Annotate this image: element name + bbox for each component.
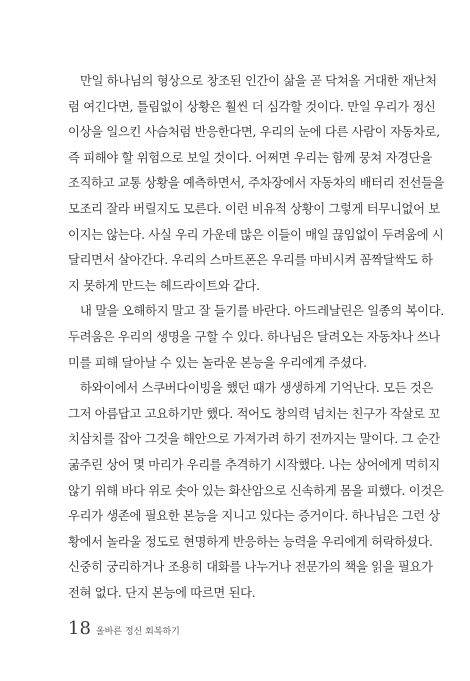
page-number: 18 bbox=[68, 618, 91, 639]
paragraph-3 bbox=[68, 376, 444, 606]
text-line: 이상을 일으킨 사슴처럼 반응한다면, 우리의 눈에 다른 사람이 자동차로, bbox=[68, 125, 440, 140]
text-line: 만일 하나님의 형상으로 창조된 인간이 삶을 곧 닥쳐올 거대한 재난처 bbox=[80, 74, 437, 88]
text-line: 내 말을 오해하지 말고 잘 들기를 바란다. 아드레날린은 일종의 복이다. bbox=[80, 304, 444, 319]
body-text bbox=[68, 69, 445, 606]
text-line: 굶주린 상어 몇 마리가 우리를 추격하기 시작했다. 나는 상어에게 먹히지 bbox=[68, 457, 440, 472]
text-line: 미를 피해 달아날 수 있는 놀라운 본능을 우리에게 주셨다. bbox=[68, 355, 367, 370]
text-line: 않기 위해 바다 위로 솟아 있는 화산암으로 신속하게 몸을 피했다. 이것은 bbox=[68, 483, 444, 498]
page-footer bbox=[68, 618, 180, 639]
text-line: 그저 아름답고 고요하기만 했다. 적어도 창의력 넘치는 친구가 작살로 꼬 bbox=[68, 406, 440, 421]
paragraph-1 bbox=[68, 69, 445, 299]
paragraph-2 bbox=[68, 299, 444, 376]
text-line: 두려움은 우리의 생명을 구할 수 있다. 하나님은 달려오는 자동차나 쓰나 bbox=[68, 329, 440, 344]
text-line: 즉 피해야 할 위험으로 보일 것이다. 어쩌면 우리는 함께 뭉쳐 자경단을 bbox=[68, 150, 432, 165]
text-line: 전혀 없다. 단지 본능에 따르면 된다. bbox=[68, 585, 256, 600]
text-line: 황에서 놀라울 정도로 현명하게 반응하는 능력을 우리에게 허락하셨다. bbox=[68, 534, 433, 549]
text-line: 달리면서 살아간다. 우리의 스마트폰은 우리를 마비시켜 꼼짝달싹도 하 bbox=[68, 253, 433, 268]
text-line: 럼 여긴다면, 틀림없이 상황은 훨씬 더 심각할 것이다. 만일 우리가 정신 bbox=[68, 99, 436, 114]
text-line: 이지는 않는다. 사실 우리 가운데 많은 이들이 매일 끊임없이 두려움에 시 bbox=[68, 227, 444, 242]
text-line: 조직하고 교통 상황을 예측하면서, 주차장에서 자동차의 배터리 전선들을 bbox=[68, 176, 445, 191]
text-line: 신중히 궁리하거나 조용히 대화를 나누거나 전문가의 책을 읽을 필요가 bbox=[68, 560, 433, 575]
text-line: 하와이에서 스쿠버다이빙을 했던 때가 생생하게 기억난다. 모든 것은 bbox=[80, 381, 434, 396]
text-line: 모조리 잘라 버릴지도 모른다. 이런 비유적 상황이 그렇게 터무니없어 보 bbox=[68, 201, 440, 216]
text-line: 치삼치를 잡아 그것을 해안으로 가져가려 하기 전까지는 말이다. 그 순간 bbox=[68, 432, 440, 447]
text-line: 우리가 생존에 필요한 본능을 지니고 있다는 증거이다. 하나님은 그런 상 bbox=[68, 509, 440, 524]
text-line: 지 못하게 만드는 헤드라이트와 같다. bbox=[68, 278, 260, 293]
running-title: 올바른 정신 회복하기 bbox=[95, 627, 180, 637]
